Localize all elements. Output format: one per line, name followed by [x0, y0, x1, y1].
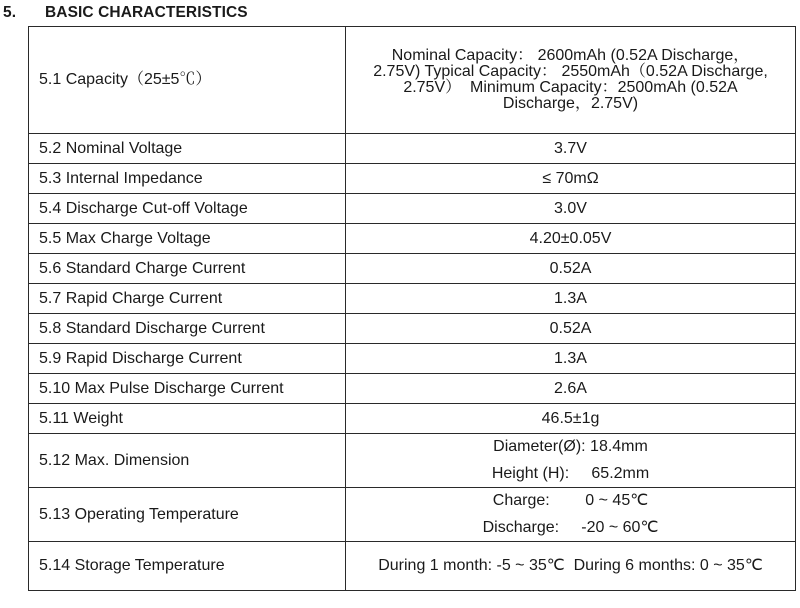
- table-row-standard-charge-current: [29, 254, 796, 284]
- row-value: 0.52A: [346, 314, 796, 344]
- row-value: 46.5±1g: [346, 404, 796, 434]
- row-label: 5.9 Rapid Discharge Current: [29, 344, 346, 374]
- row-value: [346, 434, 796, 488]
- table-row-max-dimension: [29, 434, 796, 488]
- value-line: Height (H): 65.2mm: [491, 464, 650, 482]
- table-row-operating-temperature: [29, 488, 796, 542]
- row-label: 5.6 Standard Charge Current: [29, 254, 346, 284]
- table-row-internal-impedance: [29, 164, 796, 194]
- row-value: During 1 month: -5 ~ 35℃ During 6 months: 0 ~ 35℃: [346, 542, 796, 591]
- row-label: 5.8 Standard Discharge Current: [29, 314, 346, 344]
- value-line: 2.75V) Typical Capacity： 2550mAh（0.52A Discharge,: [373, 63, 768, 80]
- row-value: 3.7V: [346, 134, 796, 164]
- row-value: 3.0V: [346, 194, 796, 224]
- value-line: Discharge，2.75V): [502, 95, 639, 112]
- row-value: 2.6A: [346, 374, 796, 404]
- basic-characteristics-table: [28, 26, 796, 591]
- section-heading: [3, 4, 248, 22]
- table-row-storage-temperature: [29, 542, 796, 591]
- row-label: 5.7 Rapid Charge Current: [29, 284, 346, 314]
- row-value: 0.52A: [346, 254, 796, 284]
- table-row-weight: [29, 404, 796, 434]
- section-number: 5.: [3, 4, 17, 21]
- row-label: 5.11 Weight: [29, 404, 346, 434]
- row-label: 5.14 Storage Temperature: [29, 542, 346, 591]
- table-row-standard-discharge-current: [29, 314, 796, 344]
- section-title: BASIC CHARACTERISTICS: [45, 4, 248, 21]
- table-row-capacity: [29, 27, 796, 134]
- row-label: 5.4 Discharge Cut-off Voltage: [29, 194, 346, 224]
- table-row-max-pulse-discharge-current: [29, 374, 796, 404]
- row-value: ≤ 70mΩ: [346, 164, 796, 194]
- row-label: 5.12 Max. Dimension: [29, 434, 346, 488]
- row-value: 1.3A: [346, 284, 796, 314]
- value-line: Nominal Capacity： 2600mAh (0.52A Discharge，: [391, 47, 750, 64]
- table-row-rapid-discharge-current: [29, 344, 796, 374]
- table-row-rapid-charge-current: [29, 284, 796, 314]
- row-value: [346, 488, 796, 542]
- row-label: 5.13 Operating Temperature: [29, 488, 346, 542]
- value-line: 2.75V） Minimum Capacity：2500mAh (0.52A: [403, 79, 738, 96]
- table-row-nominal-voltage: [29, 134, 796, 164]
- row-label: 5.2 Nominal Voltage: [29, 134, 346, 164]
- value-line: Charge: 0 ~ 45℃: [492, 492, 649, 509]
- row-value: 1.3A: [346, 344, 796, 374]
- table-row-discharge-cutoff-voltage: [29, 194, 796, 224]
- row-label: 5.5 Max Charge Voltage: [29, 224, 346, 254]
- row-label: 5.3 Internal Impedance: [29, 164, 346, 194]
- row-value: 4.20±0.05V: [346, 224, 796, 254]
- row-value: [346, 27, 796, 134]
- value-line: Diameter(Ø): 18.4mm: [493, 438, 648, 455]
- row-label: 5.1 Capacity（25±5℃）: [29, 27, 346, 134]
- row-label: 5.10 Max Pulse Discharge Current: [29, 374, 346, 404]
- table-row-max-charge-voltage: [29, 224, 796, 254]
- value-line: Discharge: -20 ~ 60℃: [482, 518, 659, 536]
